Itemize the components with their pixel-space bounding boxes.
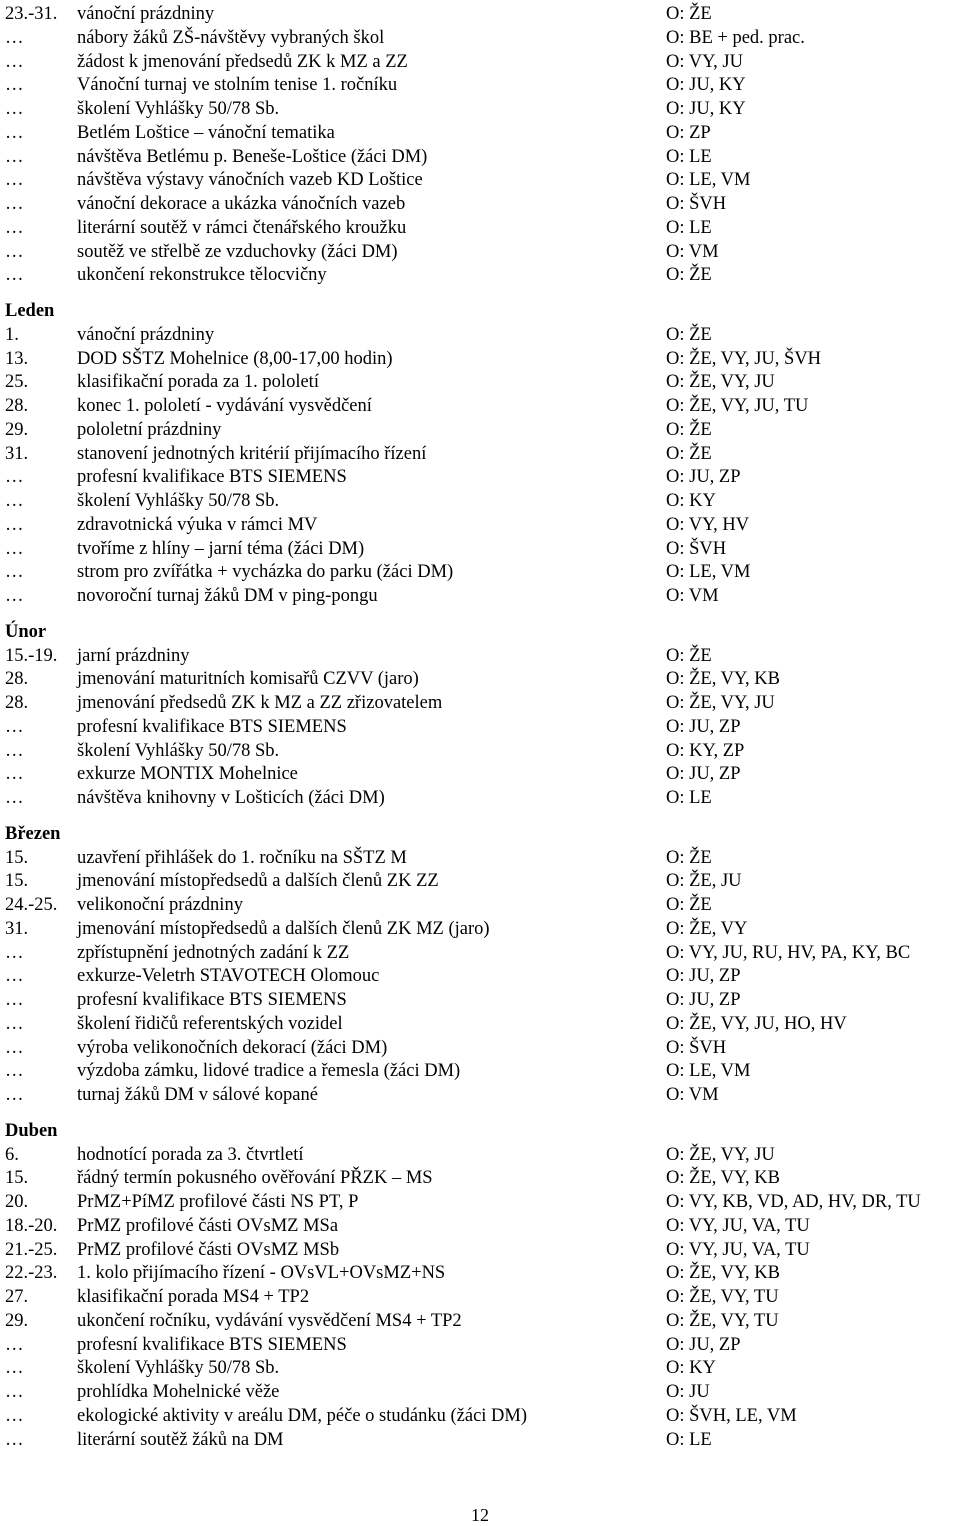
event-responsible: O: ŽE, VY, JU	[666, 1144, 775, 1165]
schedule-row	[5, 585, 955, 609]
event-description: literární soutěž v rámci čtenářského kroužku	[77, 217, 407, 238]
event-description: turnaj žáků DM v sálové kopané	[77, 1085, 318, 1105]
schedule-row	[5, 645, 955, 669]
event-description: PrMZ+PíMZ profilové části NS PT, P	[77, 1192, 359, 1212]
event-description: profesní kvalifikace BTS SIEMENS	[77, 990, 347, 1010]
event-description: exkurze-Veletrh STAVOTECH Olomouc	[77, 966, 380, 987]
event-date: …	[5, 514, 24, 535]
months-container	[5, 300, 955, 1452]
event-responsible: O: ŽE	[666, 645, 712, 666]
event-responsible: O: VY, JU, RU, HV, PA, KY, BC	[666, 942, 911, 963]
event-description: ukončení ročníku, vydávání vysvědčení MS4 + TP2	[77, 1310, 462, 1331]
event-responsible: O: VY, KB, VD, AD, HV, DR, TU	[666, 1192, 921, 1212]
event-date: 15.	[5, 871, 29, 892]
event-date: …	[5, 966, 24, 987]
schedule-row	[5, 561, 955, 585]
event-responsible: O: VY, JU, VA, TU	[666, 1215, 810, 1236]
event-responsible: O: JU, ZP	[666, 716, 741, 737]
schedule-row	[5, 1013, 955, 1037]
event-description: vánoční dekorace a ukázka vánočních vazeb	[77, 194, 406, 214]
schedule-row	[5, 51, 955, 75]
month-section	[5, 621, 955, 811]
schedule-row	[5, 27, 955, 51]
event-date: …	[5, 1334, 24, 1355]
schedule-row	[5, 443, 955, 467]
event-date: 20.	[5, 1192, 29, 1212]
event-description: prohlídka Mohelnické věže	[77, 1382, 280, 1402]
event-date: 1.	[5, 324, 19, 345]
event-date: 29.	[5, 419, 29, 440]
schedule-row	[5, 371, 955, 395]
event-responsible: O: VY, JU, VA, TU	[666, 1239, 810, 1260]
event-date: 25.	[5, 372, 29, 393]
schedule-row	[5, 668, 955, 692]
schedule-row	[5, 1084, 955, 1108]
event-responsible: O: LE, VM	[666, 1061, 751, 1082]
schedule-row	[5, 74, 955, 98]
event-responsible: O: ŽE, VY, JU	[666, 372, 775, 393]
schedule-row	[5, 1381, 955, 1405]
schedule-row	[5, 3, 955, 27]
schedule-row	[5, 348, 955, 372]
schedule-row	[5, 1429, 955, 1453]
month-heading: Duben	[5, 1120, 58, 1141]
event-responsible: O: ŽE, VY	[666, 918, 748, 939]
event-responsible: O: ŽE, VY, TU	[666, 1287, 779, 1307]
schedule-row	[5, 169, 955, 193]
event-responsible: O: VM	[666, 586, 719, 606]
event-date: …	[5, 241, 24, 262]
event-description: profesní kvalifikace BTS SIEMENS	[77, 467, 347, 488]
event-description: školení Vyhlášky 50/78 Sb.	[77, 1358, 280, 1379]
document-page	[5, 3, 955, 1452]
event-description: jmenování maturitních komisařů CZVV (jaro)	[77, 669, 419, 690]
event-responsible: O: JU, KY	[666, 99, 746, 119]
schedule-row	[5, 1405, 955, 1429]
event-responsible: O: ŽE, VY, TU	[666, 1310, 779, 1331]
event-date: …	[5, 27, 24, 48]
event-responsible: O: ŽE	[666, 4, 712, 24]
schedule-row	[5, 870, 955, 894]
event-date: …	[5, 1429, 24, 1450]
event-description: výroba velikonočních dekorací (žáci DM)	[77, 1037, 388, 1058]
event-responsible: O: JU	[666, 1382, 710, 1402]
event-date: 31.	[5, 918, 29, 939]
event-date: …	[5, 217, 24, 238]
schedule-row	[5, 740, 955, 764]
event-description: vánoční prázdniny	[77, 324, 215, 345]
event-description: profesní kvalifikace BTS SIEMENS	[77, 716, 347, 737]
event-description: Vánoční turnaj ve stolním tenise 1. ročníku	[77, 75, 398, 96]
event-responsible: O: JU, ZP	[666, 1334, 741, 1355]
event-date: 15.	[5, 1168, 29, 1189]
schedule-row	[5, 716, 955, 740]
event-description: návštěva knihovny v Lošticích (žáci DM)	[77, 788, 385, 808]
event-date: …	[5, 1358, 24, 1379]
event-date: 22.-23.	[5, 1263, 58, 1284]
schedule-row	[5, 193, 955, 217]
month-heading: Leden	[5, 301, 55, 321]
event-responsible: O: ŽE	[666, 324, 712, 345]
schedule-row	[5, 1262, 955, 1286]
schedule-row	[5, 1357, 955, 1381]
month-section	[5, 823, 955, 1108]
event-responsible: O: VM	[666, 241, 719, 262]
event-date: 28.	[5, 693, 29, 713]
event-date: …	[5, 194, 24, 214]
event-responsible: O: BE + ped. prac.	[666, 27, 805, 48]
event-date: …	[5, 1037, 24, 1058]
schedule-row	[5, 1239, 955, 1263]
december-section	[5, 3, 955, 288]
event-description: žádost k jmenování předsedů ZK k MZ a ZZ	[77, 51, 408, 72]
schedule-row	[5, 787, 955, 811]
event-responsible: O: ŽE, VY, JU	[666, 693, 775, 713]
event-responsible: O: ŽE, VY, JU, TU	[666, 396, 809, 416]
schedule-row	[5, 490, 955, 514]
event-description: literární soutěž žáků na DM	[77, 1429, 284, 1450]
event-date: …	[5, 586, 24, 606]
event-description: řádný termín pokusného ověřování PŘZK – MS	[77, 1168, 433, 1189]
schedule-row	[5, 692, 955, 716]
event-date: 15.-19.	[5, 645, 58, 666]
event-date: …	[5, 740, 24, 761]
event-date: …	[5, 51, 24, 72]
event-responsible: O: JU, ZP	[666, 990, 741, 1010]
event-description: soutěž ve střelbě ze vzduchovky (žáci DM)	[77, 241, 398, 262]
event-responsible: O: ŽE	[666, 265, 712, 286]
event-responsible: O: JU, ZP	[666, 467, 741, 488]
event-responsible: O: LE	[666, 217, 712, 238]
event-description: uzavření přihlášek do 1. ročníku na SŠTZ M	[77, 847, 407, 868]
event-description: Betlém Loštice – vánoční tematika	[77, 122, 335, 143]
schedule-row	[5, 1215, 955, 1239]
schedule-row	[5, 98, 955, 122]
event-description: 1. kolo přijímacího řízení - OVsVL+OVsMZ+NS	[77, 1263, 446, 1284]
event-description: návštěva výstavy vánočních vazeb KD Loštice	[77, 170, 423, 191]
schedule-row	[5, 1310, 955, 1334]
event-responsible: O: ŠVH	[666, 194, 727, 214]
event-responsible: O: VY, HV	[666, 514, 750, 535]
event-responsible: O: LE, VM	[666, 562, 751, 583]
schedule-row	[5, 1144, 955, 1168]
event-responsible: O: ŠVH	[666, 538, 727, 559]
month-section	[5, 300, 955, 609]
event-responsible: O: KY	[666, 491, 716, 511]
event-date: 23.-31.	[5, 4, 58, 24]
event-description: pololetní prázdniny	[77, 419, 222, 440]
month-heading: Březen	[5, 823, 61, 844]
schedule-row	[5, 395, 955, 419]
event-description: zpřístupnění jednotných zadání k ZZ	[77, 942, 350, 963]
event-date: 29.	[5, 1310, 29, 1331]
event-responsible: O: JU, KY	[666, 75, 746, 96]
event-date: 21.-25.	[5, 1239, 58, 1260]
event-description: ukončení rekonstrukce tělocvičny	[77, 265, 327, 286]
event-responsible: O: LE	[666, 1429, 712, 1450]
schedule-row	[5, 1191, 955, 1215]
event-description: hodnotící porada za 3. čtvrtletí	[77, 1144, 304, 1165]
event-description: ekologické aktivity v areálu DM, péče o studánku (žáci DM)	[77, 1405, 528, 1426]
schedule-row	[5, 763, 955, 787]
event-description: novoroční turnaj žáků DM v ping-pongu	[77, 586, 378, 606]
event-description: jmenování místopředsedů a dalších členů ZK MZ (jaro)	[77, 918, 490, 939]
event-description: konec 1. pololetí - vydávání vysvědčení	[77, 396, 372, 416]
schedule-row	[5, 1167, 955, 1191]
schedule-row	[5, 1334, 955, 1358]
event-description: jmenování předsedů ZK k MZ a ZZ zřizovatelem	[77, 693, 443, 713]
event-date: 31.	[5, 443, 29, 464]
month-section	[5, 1120, 955, 1453]
event-responsible: O: ŽE	[666, 847, 712, 868]
event-responsible: O: ŽE, VY, KB	[666, 1263, 780, 1284]
schedule-row	[5, 217, 955, 241]
schedule-row	[5, 324, 955, 348]
schedule-row	[5, 1037, 955, 1061]
event-responsible: O: ŽE	[666, 419, 712, 440]
event-responsible: O: VM	[666, 1085, 719, 1105]
schedule-row	[5, 514, 955, 538]
event-date: …	[5, 1061, 24, 1082]
event-description: školení Vyhlášky 50/78 Sb.	[77, 491, 280, 511]
event-date: …	[5, 170, 24, 191]
event-date: …	[5, 942, 24, 963]
event-responsible: O: LE, VM	[666, 170, 751, 191]
event-date: 15.	[5, 847, 29, 868]
event-date: …	[5, 764, 24, 785]
event-description: školení Vyhlášky 50/78 Sb.	[77, 99, 280, 119]
event-date: 28.	[5, 669, 29, 690]
event-date: 28.	[5, 396, 29, 416]
event-responsible: O: ŠVH	[666, 1037, 727, 1058]
schedule-row	[5, 1060, 955, 1084]
event-description: exkurze MONTIX Mohelnice	[77, 764, 298, 785]
event-responsible: O: JU, ZP	[666, 966, 741, 987]
event-description: jmenování místopředsedů a dalších členů ZK ZZ	[77, 871, 439, 892]
event-description: stanovení jednotných kritérií přijímacího řízení	[77, 443, 427, 464]
event-date: …	[5, 265, 24, 286]
event-date: 27.	[5, 1287, 29, 1307]
event-responsible: O: KY, ZP	[666, 740, 745, 761]
event-date: …	[5, 491, 24, 511]
schedule-row	[5, 918, 955, 942]
event-description: strom pro zvířátka + vycházka do parku (žáci DM)	[77, 562, 454, 583]
event-responsible: O: ŽE, VY, JU, ŠVH	[666, 348, 822, 369]
event-responsible: O: KY	[666, 1358, 716, 1379]
event-responsible: O: ŽE	[666, 443, 712, 464]
schedule-row	[5, 989, 955, 1013]
event-date: 13.	[5, 348, 29, 369]
event-date: …	[5, 75, 24, 96]
event-description: školení řidičů referentských vozidel	[77, 1013, 343, 1034]
event-date: …	[5, 146, 24, 167]
event-description: klasifikační porada za 1. pololetí	[77, 372, 319, 393]
schedule-row	[5, 847, 955, 871]
event-description: tvoříme z hlíny – jarní téma (žáci DM)	[77, 538, 365, 559]
event-description: školení Vyhlášky 50/78 Sb.	[77, 740, 280, 761]
event-description: vánoční prázdniny	[77, 4, 215, 24]
event-date: …	[5, 1085, 24, 1105]
event-description: PrMZ profilové části OVsMZ MSa	[77, 1215, 339, 1236]
event-responsible: O: VY, JU	[666, 51, 743, 72]
event-description: jarní prázdniny	[77, 645, 190, 666]
schedule-row	[5, 538, 955, 562]
event-responsible: O: LE	[666, 146, 712, 167]
event-description: nábory žáků ZŠ-návštěvy vybraných škol	[77, 27, 385, 48]
event-responsible: O: ZP	[666, 122, 711, 143]
event-description: návštěva Betlému p. Beneše-Loštice (žáci DM)	[77, 146, 428, 167]
event-description: zdravotnická výuka v rámci MV	[77, 514, 318, 535]
event-date: 6.	[5, 1144, 19, 1165]
event-date: …	[5, 122, 24, 143]
schedule-row	[5, 419, 955, 443]
event-responsible: O: ŽE, JU	[666, 871, 742, 892]
event-responsible: O: ŽE, VY, KB	[666, 1168, 780, 1189]
event-description: klasifikační porada MS4 + TP2	[77, 1287, 310, 1307]
event-date: …	[5, 538, 24, 559]
event-responsible: O: ŽE	[666, 895, 712, 915]
event-responsible: O: ŽE, VY, JU, HO, HV	[666, 1013, 847, 1034]
event-description: PrMZ profilové části OVsMZ MSb	[77, 1239, 340, 1260]
event-date: …	[5, 990, 24, 1010]
page-number: 12	[471, 1505, 489, 1525]
month-heading: Únor	[5, 621, 47, 642]
schedule-row	[5, 1286, 955, 1310]
event-date: …	[5, 467, 24, 488]
event-date: …	[5, 788, 24, 808]
event-responsible: O: LE	[666, 788, 712, 808]
event-date: …	[5, 1405, 24, 1426]
schedule-row	[5, 264, 955, 288]
event-date: …	[5, 1013, 24, 1034]
event-date: 24.-25.	[5, 895, 58, 915]
event-description: profesní kvalifikace BTS SIEMENS	[77, 1334, 347, 1355]
schedule-row	[5, 146, 955, 170]
schedule-row	[5, 965, 955, 989]
schedule-row	[5, 942, 955, 966]
event-responsible: O: ŽE, VY, KB	[666, 669, 780, 690]
event-description: DOD SŠTZ Mohelnice (8,00-17,00 hodin)	[77, 348, 393, 369]
event-description: výzdoba zámku, lidové tradice a řemesla (žáci DM)	[77, 1061, 461, 1082]
event-date: …	[5, 562, 24, 583]
event-date: …	[5, 716, 24, 737]
schedule-row	[5, 466, 955, 490]
event-responsible: O: ŠVH, LE, VM	[666, 1405, 797, 1426]
schedule-row	[5, 241, 955, 265]
event-date: 18.-20.	[5, 1215, 58, 1236]
event-date: …	[5, 1382, 24, 1402]
event-description: velikonoční prázdniny	[77, 895, 243, 915]
event-responsible: O: JU, ZP	[666, 764, 741, 785]
schedule-row	[5, 894, 955, 918]
schedule-row	[5, 122, 955, 146]
event-date: …	[5, 99, 24, 119]
